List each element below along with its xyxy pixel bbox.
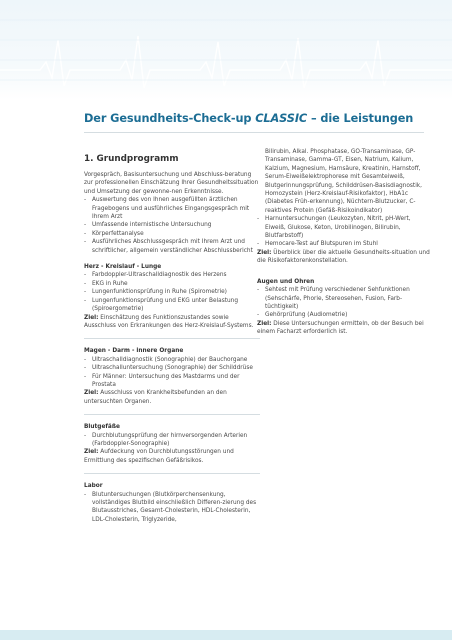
- block-heading-herz: Herz - Kreislauf - Lunge: [84, 264, 162, 271]
- section-title: 1. Grundprogramm: [84, 154, 179, 164]
- goal-text: Ziel: Diese Untersuchungen ermitteln, ob der Besuch bei einem Facharzt erforderlich ist.: [257, 320, 424, 336]
- left-column: [84, 146, 260, 524]
- block-heading-labor: Labor: [84, 483, 103, 490]
- list-item: - Durchblutungsprüfung der hirnversorgenden Arterien (Farbdoppler-Sonographie): [84, 432, 260, 449]
- right-column: [257, 148, 433, 337]
- list-item: - Für Männer: Untersuchung des Mastdarms und der Prostata: [84, 373, 260, 390]
- list-item: - Farbdoppler-Ultraschalldiagnostik des Herzens: [84, 271, 260, 279]
- block-heading-blut: Blutgefäße: [84, 424, 120, 431]
- list-item: - Ultraschalldiagnostik (Sonographie) der Bauchorgane: [84, 356, 260, 364]
- labor-list: [84, 491, 260, 525]
- blut-list: [84, 432, 260, 449]
- list-item: - Harnuntersuchungen (Leukozyten, Nitrit, pH-Wert, Eiweiß, Glukose, Keton, Urobilinogen, Bilirubin, Blutfarbstoff): [257, 215, 433, 240]
- augen-list: [257, 286, 433, 320]
- brand-name: CLASSIC: [255, 112, 308, 125]
- list-item: - Blutuntersuchungen (Blutkörperchensenkung, vollständiges Blutbild einschließlich Differen-zierung des Blutausstriches, Gesamt-Cholesterin, HDL-Cholesterin, LDL-Cholesterin, Triglyzeride,: [84, 491, 260, 525]
- list-item: - Gehörprüfung (Audiometrie): [257, 311, 433, 319]
- block-heading-augen: Augen und Ohren: [257, 278, 315, 285]
- list-item: - Lungenfunktionsprüfung und EKG unter Belastung (Spiroergometrie): [84, 297, 260, 314]
- page-title: Der Gesundheits-Check-up CLASSIC – die Leistungen: [84, 112, 414, 125]
- list-item: Bilirubin, Alkal. Phosphatase, GO-Transaminase, GP-Transaminase, Gamma-GT, Eisen, Natrium, Kalium, Kalzium, Magnesium, Harnsäure, Kreatinin, Harnstoff, Serum-Eiweißelektrophorese mit Gesamteiweiß, Blutgerinnungsprüfung, Schilddrüsen-Basisdiagnostik, Homozystein (Herz-Kreislauf-Risikofaktor), HbA1c (Diabetes Früh-erkennung), Nüchtern-Blutzucker, C-reaktives Protein (Gefäß-Risikoindikator): [265, 149, 423, 214]
- list-item: - Lungenfunktionsprüfung in Ruhe (Spirometrie): [84, 288, 260, 296]
- magen-list: [84, 356, 260, 390]
- divider: [84, 414, 260, 415]
- footer-band: [0, 630, 452, 640]
- header-background: [0, 0, 452, 100]
- intro-text: Vorgespräch, Basisuntersuchung und Abschluss-beratung zur professionellen Einschätzung Ihrer Gesundheitssituation und Umsetzung der gewonne-nen Erkenntnisse.: [84, 172, 259, 195]
- intro-list: [84, 196, 260, 255]
- block-heading-magen: Magen - Darm - innere Organe: [84, 348, 184, 355]
- herz-list: [84, 271, 260, 313]
- list-item: - Ultraschalluntersuchung (Sonographie) der Schilddrüse: [84, 364, 260, 372]
- list-item: - Hemocare-Test auf Blutspuren im Stuhl: [257, 240, 433, 248]
- list-item: - Umfassende internistische Untersuchung: [84, 221, 260, 229]
- list-item: - Sehtest mit Prüfung verschiedener Sehfunktionen (Sehschärfe, Phorie, Stereosehen, Fusion, Farb-tüchtigkeit): [257, 286, 433, 311]
- goal-text: Ziel: Einschätzung des Funktionszustandes sowie Ausschluss von Erkrankungen des Herz-Kreislauf-Systems.: [84, 314, 254, 329]
- list-item: - EKG in Ruhe: [84, 280, 260, 288]
- goal-text: Ziel: Überblick über die aktuelle Gesundheits-situation und die Risikofaktorenkonstellation.: [257, 249, 430, 265]
- goal-text: Ziel: Ausschluss von Krankheitsbefunden an den untersuchten Organen.: [84, 390, 227, 405]
- title-divider: [84, 132, 424, 133]
- labor-list-more: [257, 215, 433, 249]
- list-item: - Körperfettanalyse: [84, 230, 260, 238]
- divider: [84, 473, 260, 474]
- labor-list-continued: [257, 148, 433, 215]
- list-item: - Auswertung des von Ihnen ausgefüllten ärztlichen Fragebogens und ausführliches Eingangsgespräch mit Ihrem Arzt: [84, 196, 260, 221]
- heartbeat-line-icon: [0, 0, 452, 100]
- divider: [84, 338, 260, 339]
- list-item: - Ausführliches Abschlussgespräch mit Ihrem Arzt und schriftlicher, allgemein verständlicher Abschlussbericht: [84, 238, 260, 255]
- goal-text: Ziel: Aufdeckung von Durchblutungsstörungen und Ermittlung des spezifischen Gefäßrisikos.: [84, 449, 234, 464]
